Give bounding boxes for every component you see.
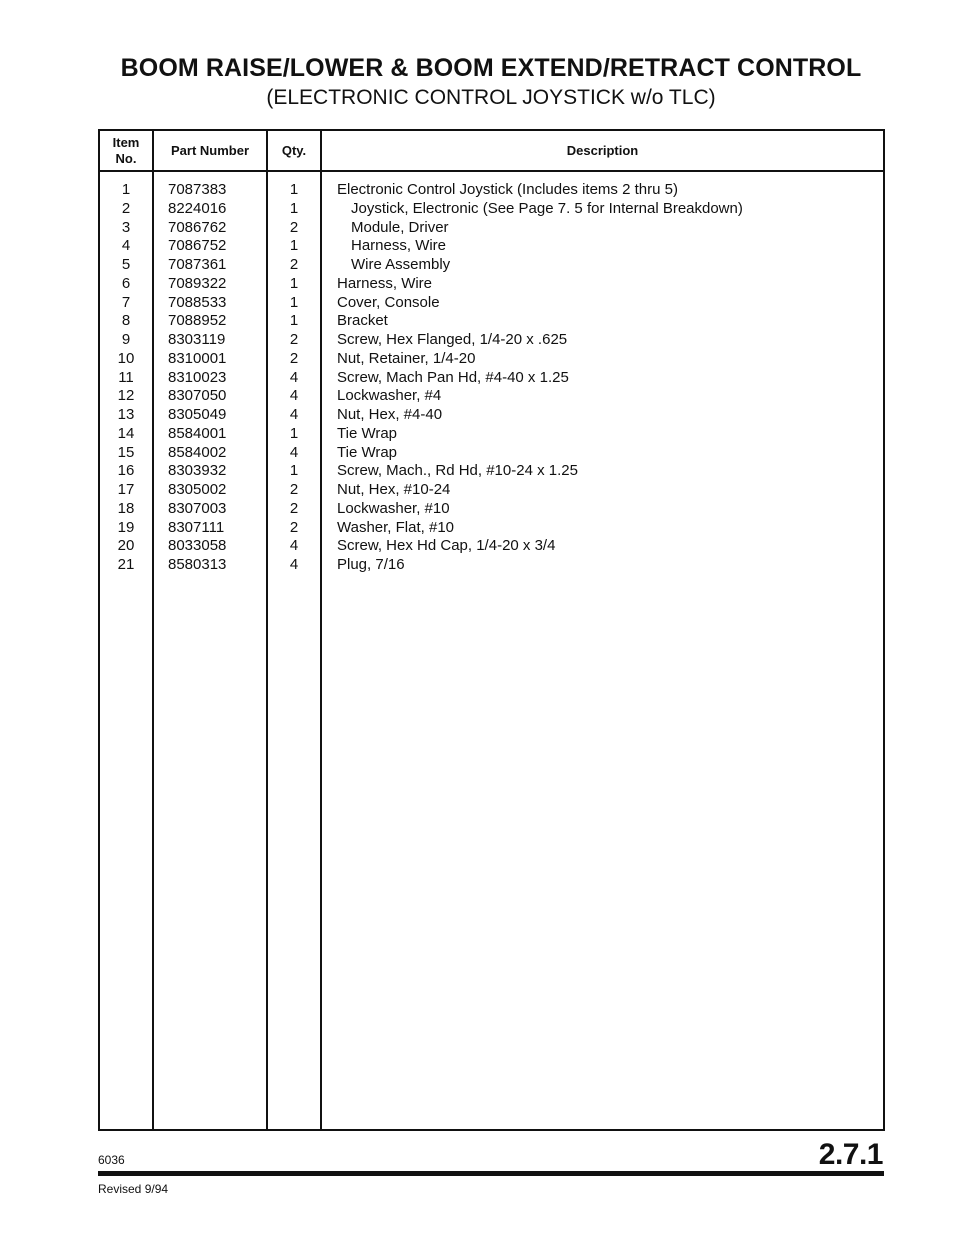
part-number-cell: 8584001: [168, 424, 227, 442]
table-row: [100, 256, 883, 275]
table-row: [100, 219, 883, 238]
item-no-cell: 2: [121, 199, 131, 217]
qty-cell: 1: [289, 293, 299, 311]
part-number-cell: 7088952: [168, 312, 227, 330]
description-cell: Bracket: [337, 312, 388, 330]
column-header-item-line2: No.: [115, 150, 137, 166]
part-number-cell: 8307050: [168, 387, 227, 405]
part-number-cell: 8310001: [168, 349, 227, 367]
description-cell: Screw, Hex Flanged, 1/4-20 x .625: [337, 331, 568, 348]
description-cell: Harness, Wire: [351, 237, 447, 255]
part-number-cell: 8033058: [168, 537, 227, 555]
description-cell: Lockwasher, #4: [337, 387, 442, 405]
column-header-description: Description: [566, 142, 639, 158]
part-number-cell: 8303119: [168, 331, 226, 348]
table-row: [100, 275, 883, 294]
part-number-cell: 7089322: [168, 274, 227, 292]
item-no-cell: 13: [117, 406, 135, 423]
description-cell: Screw, Mach Pan Hd, #4-40 x 1.25: [337, 368, 569, 386]
item-no-cell: 4: [121, 237, 131, 255]
description-cell: Nut, Hex, #4-40: [337, 406, 443, 423]
qty-cell: 2: [289, 256, 299, 273]
part-number-cell: 7086762: [168, 218, 227, 236]
item-no-cell: 18: [117, 499, 135, 517]
qty-cell: 1: [289, 237, 299, 255]
part-number-cell: 8305049: [168, 406, 227, 423]
description-cell: Joystick, Electronic (See Page 7. 5 for Internal Breakdown): [351, 199, 743, 217]
table-row: [100, 406, 883, 425]
part-number-cell: 8224016: [168, 199, 227, 217]
item-no-cell: 11: [118, 368, 134, 386]
qty-cell: 4: [289, 556, 299, 573]
description-cell: Cover, Console: [337, 293, 440, 311]
item-no-cell: 16: [117, 462, 135, 480]
qty-cell: 1: [289, 199, 299, 217]
qty-cell: 4: [289, 387, 299, 405]
item-no-cell: 21: [117, 556, 135, 573]
column-header-item-no: [100, 131, 152, 170]
qty-cell: 1: [289, 274, 299, 292]
part-number-cell: 8305002: [168, 481, 227, 498]
item-no-cell: 14: [117, 424, 135, 442]
table-row: [100, 331, 883, 350]
item-no-cell: 17: [117, 481, 135, 498]
table-row: [100, 500, 883, 519]
part-number-cell: 7087361: [168, 256, 227, 273]
description-cell: Harness, Wire: [337, 274, 433, 292]
table-row: [100, 200, 883, 219]
part-number-cell: 7088533: [168, 293, 227, 311]
description-cell: Nut, Retainer, 1/4-20: [337, 349, 476, 367]
qty-cell: 1: [289, 462, 299, 480]
footer-rule: [98, 1171, 884, 1176]
part-number-cell: 8580313: [168, 556, 227, 573]
part-number-cell: 8310023: [168, 368, 227, 386]
table-row: [100, 237, 883, 256]
column-header-item-line1: Item: [112, 134, 140, 150]
table-row: [100, 294, 883, 313]
table-row: [100, 556, 883, 575]
document-number: 6036: [98, 1153, 125, 1167]
description-cell: Lockwasher, #10: [337, 499, 450, 517]
qty-cell: 2: [289, 349, 299, 367]
description-cell: Tie Wrap: [337, 443, 398, 461]
item-no-cell: 7: [121, 293, 131, 311]
qty-cell: 2: [289, 331, 299, 348]
description-cell: Electronic Control Joystick (Includes items 2 thru 5): [337, 181, 678, 198]
item-no-cell: 8: [121, 312, 131, 330]
qty-cell: 1: [289, 424, 299, 442]
table-row: [100, 369, 883, 388]
description-cell: Screw, Hex Hd Cap, 1/4-20 x 3/4: [337, 537, 556, 555]
item-no-cell: 15: [117, 443, 135, 461]
qty-cell: 2: [289, 481, 299, 498]
item-no-cell: 10: [117, 349, 135, 367]
qty-cell: 4: [289, 443, 299, 461]
item-no-cell: 5: [121, 256, 131, 273]
part-number-cell: 8303932: [168, 462, 227, 480]
description-cell: Washer, Flat, #10: [337, 518, 454, 536]
page-title: BOOM RAISE/LOWER & BOOM EXTEND/RETRACT CONTROL: [120, 54, 862, 82]
table-row: [100, 181, 883, 200]
table-row: [100, 462, 883, 481]
item-no-cell: 3: [121, 218, 131, 236]
table-row: [100, 425, 883, 444]
description-cell: Nut, Hex, #10-24: [337, 481, 451, 498]
item-no-cell: 6: [121, 274, 131, 292]
qty-cell: 1: [289, 181, 299, 198]
table-row: [100, 537, 883, 556]
description-cell: Wire Assembly: [351, 256, 451, 273]
description-cell: Module, Driver: [351, 218, 449, 236]
page-number: 2.7.1: [818, 1138, 883, 1171]
part-number-cell: 7086752: [168, 237, 227, 255]
table-row: [100, 312, 883, 331]
qty-cell: 2: [289, 499, 299, 517]
qty-cell: 2: [289, 218, 299, 236]
table-row: [100, 350, 883, 369]
qty-cell: 1: [289, 312, 299, 330]
column-header-qty: Qty.: [281, 142, 307, 158]
qty-cell: 4: [289, 537, 299, 555]
item-no-cell: 12: [117, 387, 135, 405]
table-row: [100, 481, 883, 500]
column-header-part-number: Part Number: [170, 142, 250, 158]
qty-cell: 4: [289, 406, 299, 423]
page-subtitle: (ELECTRONIC CONTROL JOYSTICK w/o TLC): [266, 86, 716, 109]
description-cell: Tie Wrap: [337, 424, 398, 442]
parts-table: [98, 129, 885, 1131]
revision-note: Revised 9/94: [98, 1182, 169, 1196]
description-cell: Plug, 7/16: [337, 556, 405, 573]
item-no-cell: 9: [121, 331, 131, 348]
item-no-cell: 19: [117, 518, 135, 536]
part-number-cell: 8584002: [168, 443, 227, 461]
description-cell: Screw, Mach., Rd Hd, #10-24 x 1.25: [337, 462, 578, 480]
table-row: [100, 387, 883, 406]
part-number-cell: 8307111: [168, 518, 225, 536]
qty-cell: 2: [289, 518, 299, 536]
part-number-cell: 7087383: [168, 181, 227, 198]
table-row: [100, 444, 883, 463]
item-no-cell: 1: [121, 181, 131, 198]
table-row: [100, 519, 883, 538]
table-body: [100, 181, 883, 575]
header-divider: [100, 170, 883, 172]
qty-cell: 4: [289, 368, 299, 386]
item-no-cell: 20: [117, 537, 135, 555]
part-number-cell: 8307003: [168, 499, 227, 517]
